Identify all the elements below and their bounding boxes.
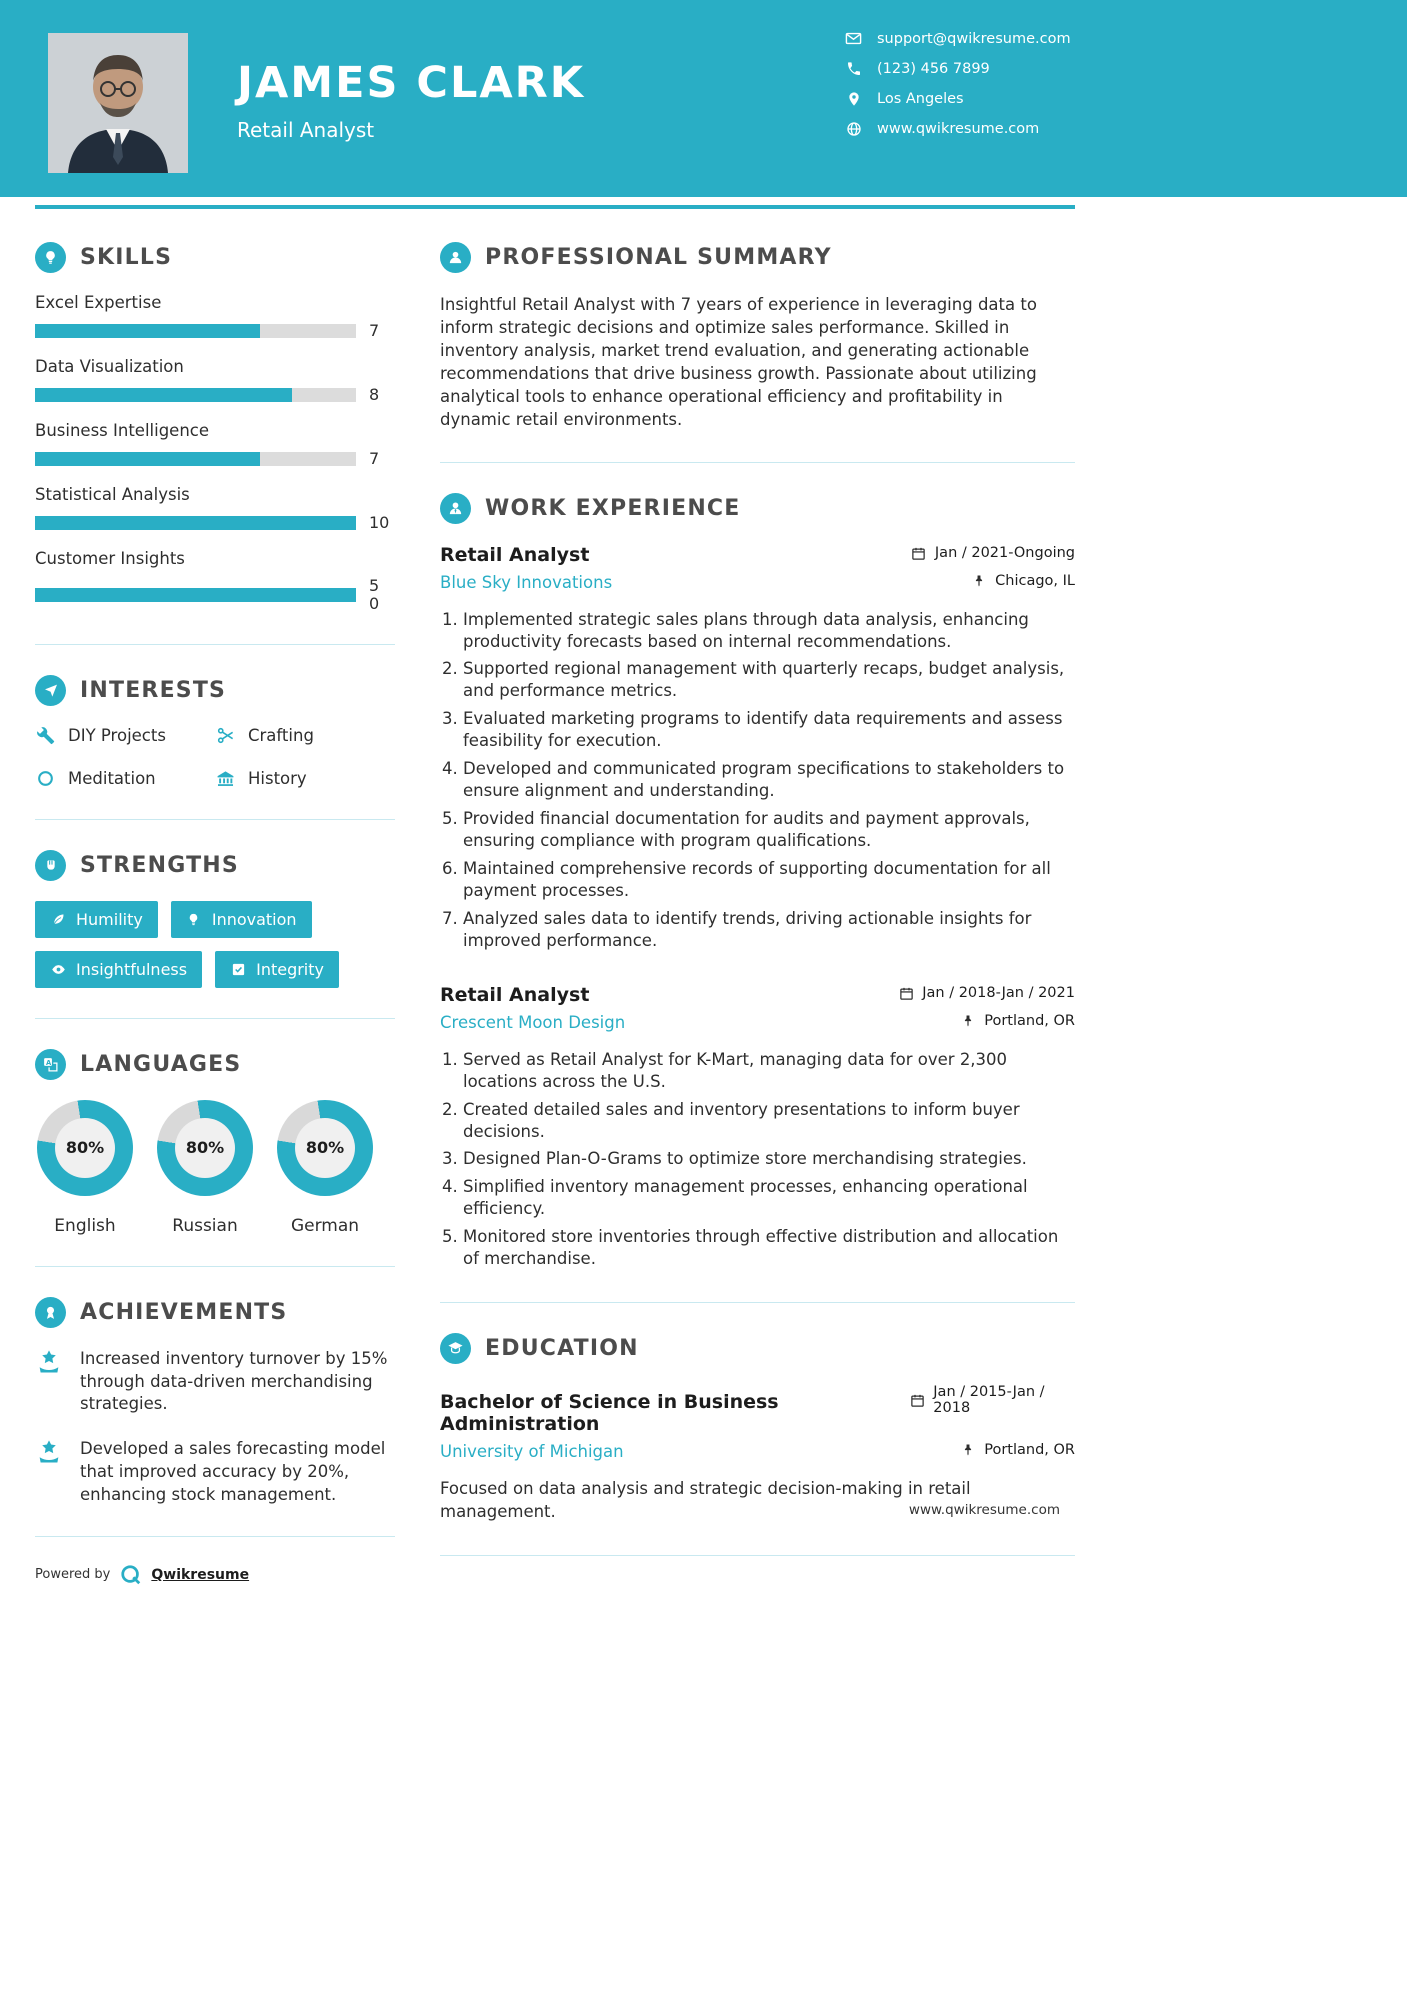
section-divider	[35, 1266, 395, 1267]
section-divider	[35, 1536, 395, 1537]
achievements-heading: ACHIEVEMENTS	[80, 1299, 288, 1325]
person-icon	[440, 242, 471, 273]
language-label: Russian	[172, 1215, 238, 1236]
skill-label: Business Intelligence	[35, 421, 210, 440]
job-bullet: 5. Monitored store inventories through effective distribution and allocation of merchandise.	[463, 1226, 1075, 1270]
pushpin-icon	[960, 1442, 976, 1458]
contact-phone[interactable]	[845, 60, 1071, 77]
education-note: Focused on data analysis and strategic decision-making in retail management.	[440, 1478, 971, 1521]
bulb-icon	[35, 242, 66, 273]
medal-icon	[35, 1297, 66, 1328]
job-title: Retail Analyst	[440, 543, 590, 566]
company-name: Blue Sky Innovations	[440, 572, 613, 592]
education-section	[440, 1333, 1075, 1523]
contact-website-text: www.qwikresume.com	[877, 120, 1040, 137]
job-entry	[440, 984, 1075, 1270]
company-name: Crescent Moon Design	[440, 1012, 626, 1032]
leaf-icon	[50, 911, 66, 927]
interest-label: Meditation	[68, 769, 156, 789]
strength-label: Humility	[76, 909, 143, 929]
calendar-icon	[898, 985, 914, 1001]
contact-email-text: support@qwikresume.com	[877, 30, 1071, 47]
contact-email[interactable]	[845, 30, 1071, 47]
strengths-section	[35, 850, 395, 988]
calendar-icon	[911, 545, 927, 561]
job-dates: Jan / 2018-Jan / 2021	[898, 985, 1075, 1001]
section-divider	[440, 1555, 1075, 1556]
scissors-icon	[215, 726, 235, 746]
interest-item	[215, 769, 395, 789]
languages-heading: LANGUAGES	[80, 1051, 242, 1077]
qwikresume-logo-icon	[119, 1563, 142, 1586]
achievement-item	[35, 1348, 395, 1416]
school-name: University of Michigan	[440, 1441, 624, 1461]
language-donut	[157, 1100, 253, 1196]
language-item	[37, 1100, 133, 1236]
job-dates: Jan / 2021-Ongoing	[911, 545, 1075, 561]
strength-chip	[171, 901, 312, 938]
job-location: Chicago, IL	[971, 573, 1075, 589]
section-divider	[440, 1302, 1075, 1303]
skill-bar	[35, 324, 356, 338]
museum-icon	[215, 769, 235, 789]
skill-item	[35, 357, 395, 404]
footer-site-url[interactable]: www.qwikresume.com	[908, 1502, 1060, 1518]
strength-chip	[215, 951, 339, 988]
interest-label: Crafting	[248, 726, 314, 746]
skill-value: 10	[369, 513, 390, 532]
content	[0, 197, 1407, 1586]
skill-value: 7	[369, 449, 380, 468]
strengths-heading: STRENGTHS	[80, 852, 239, 878]
achievements-section	[35, 1297, 395, 1507]
interest-label: DIY Projects	[68, 726, 166, 746]
skill-label: Data Visualization	[35, 357, 184, 376]
skill-item	[35, 293, 395, 340]
interest-label: History	[248, 769, 307, 789]
language-label: German	[290, 1215, 360, 1236]
sidebar	[35, 242, 395, 1586]
job-bullet: 3. Designed Plan-O-Grams to optimize store merchandising strategies.	[463, 1148, 1075, 1170]
profile-photo	[48, 33, 188, 173]
skill-label: Statistical Analysis	[35, 485, 190, 504]
bulb-icon	[186, 911, 202, 927]
paper-plane-icon	[35, 675, 66, 706]
star-hand-icon	[35, 1348, 65, 1378]
strength-label: Insightfulness	[76, 959, 188, 979]
experience-heading: WORK EXPERIENCE	[485, 495, 741, 521]
skill-label: Excel Expertise	[35, 293, 162, 312]
wrench-icon	[35, 726, 55, 746]
skills-heading: SKILLS	[80, 245, 173, 270]
skill-item	[35, 485, 395, 532]
skill-item	[35, 549, 395, 614]
job-bullets	[440, 609, 1075, 952]
skill-value: 5 0	[369, 576, 380, 614]
language-label: English	[54, 1215, 116, 1236]
mail-icon	[845, 30, 862, 47]
achievement-item	[35, 1438, 395, 1506]
contact-location-text: Los Angeles	[877, 90, 964, 107]
graduation-cap-icon	[440, 1333, 471, 1364]
ring-icon	[35, 769, 55, 789]
contact-location[interactable]	[845, 90, 1071, 107]
pushpin-icon	[960, 1013, 976, 1029]
skills-section	[35, 242, 395, 614]
job-bullet: 1. Implemented strategic sales plans through data analysis, enhancing productivity forecasts based on internal recommendations.	[463, 609, 1075, 653]
section-divider	[35, 644, 395, 645]
section-divider	[35, 1018, 395, 1019]
education-dates: Jan / 2015-Jan / 2018	[910, 1384, 1075, 1416]
job-bullet: 3. Evaluated marketing programs to identify data requirements and assess feasibility for execution.	[463, 708, 1075, 752]
header-divider	[35, 205, 1075, 209]
candidate-name: JAMES CLARK	[237, 58, 586, 108]
job-bullet: 5. Provided financial documentation for audits and payment approvals, ensuring compliance with program qualifications.	[463, 808, 1075, 852]
achievement-text: Developed a sales forecasting model that improved accuracy by 20%, enhancing stock management.	[80, 1439, 386, 1504]
language-percent: 80%	[305, 1138, 345, 1158]
language-donut	[37, 1100, 133, 1196]
skill-bar	[35, 452, 356, 466]
language-donut	[277, 1100, 373, 1196]
person-tie-icon	[440, 493, 471, 524]
job-title: Retail Analyst	[440, 983, 590, 1006]
fist-icon	[35, 850, 66, 881]
skill-item	[35, 421, 395, 468]
achievement-text: Increased inventory turnover by 15% through data-driven merchandising strategies.	[80, 1348, 388, 1414]
job-bullet: 4. Developed and communicated program specifications to stakeholders to ensure alignment and understanding.	[463, 758, 1075, 802]
language-item	[277, 1100, 373, 1236]
strength-chip	[35, 951, 202, 988]
summary-text: Insightful Retail Analyst with 7 years of experience in leveraging data to inform strategic decisions and optimize sales performance. Skilled in inventory analysis, market trend evaluation, and generating actionable recommendations that drive business growth. Passionate about utilizing analytical tools to enhance operational efficiency and profitability in dynamic retail environments.	[440, 295, 1037, 430]
job-bullet: 1. Served as Retail Analyst for K-Mart, managing data for over 2,300 locations across the U.S.	[463, 1049, 1075, 1093]
job-bullet: 2. Supported regional management with quarterly recaps, budget analysis, and performance metrics.	[463, 658, 1075, 702]
skill-bar	[35, 516, 356, 530]
languages-section	[35, 1049, 395, 1236]
language-percent: 80%	[185, 1138, 225, 1158]
strength-label: Integrity	[256, 959, 324, 979]
contact-website[interactable]	[845, 120, 1071, 137]
strength-chip	[35, 901, 158, 938]
powered-by	[35, 1563, 395, 1586]
education-location: Portland, OR	[960, 1442, 1075, 1458]
section-divider	[35, 819, 395, 820]
contact-list	[845, 30, 1071, 150]
language-percent: 80%	[65, 1138, 105, 1158]
skill-value: 8	[369, 385, 380, 404]
job-bullet: 6. Maintained comprehensive records of supporting documentation for all payment processes.	[463, 858, 1075, 902]
skill-value: 7	[369, 321, 380, 340]
check-square-icon	[230, 961, 246, 977]
eye-icon	[50, 961, 66, 977]
globe-icon	[845, 120, 862, 137]
education-heading: EDUCATION	[485, 1336, 639, 1362]
skill-bar	[35, 388, 356, 402]
section-divider	[440, 462, 1075, 463]
skill-bar	[35, 588, 356, 602]
job-entry	[440, 544, 1075, 952]
star-hand-icon	[35, 1438, 65, 1468]
interests-section	[35, 675, 395, 789]
svg-text:A: A	[45, 1058, 52, 1067]
job-bullets	[440, 1049, 1075, 1270]
strength-label: Innovation	[211, 909, 297, 929]
job-bullet: 2. Created detailed sales and inventory presentations to inform buyer decisions.	[463, 1099, 1075, 1143]
interest-item	[215, 726, 395, 746]
qwikresume-link[interactable]: Qwikresume	[151, 1566, 250, 1583]
main-column	[440, 242, 1075, 1586]
job-bullet: 7. Analyzed sales data to identify trends, driving actionable insights for improved performance.	[463, 908, 1075, 952]
interest-item	[35, 769, 215, 789]
header	[0, 0, 1407, 197]
interests-heading: INTERESTS	[80, 677, 227, 703]
interest-item	[35, 726, 215, 746]
language-item	[157, 1100, 253, 1236]
pin-icon	[845, 90, 862, 107]
translate-icon	[35, 1049, 66, 1080]
candidate-title: Retail Analyst	[237, 118, 375, 142]
skill-label: Customer Insights	[35, 549, 185, 568]
phone-icon	[845, 60, 862, 77]
degree-title: Bachelor of Science in Business Administration	[440, 1390, 779, 1435]
name-block	[237, 58, 585, 142]
calendar-icon	[910, 1392, 925, 1408]
summary-section	[440, 242, 1075, 432]
powered-by-label: Powered by	[35, 1567, 111, 1583]
summary-heading: PROFESSIONAL SUMMARY	[485, 245, 832, 270]
pushpin-icon	[971, 573, 987, 589]
contact-phone-text: (123) 456 7899	[877, 60, 990, 77]
job-bullet: 4. Simplified inventory management processes, enhancing operational efficiency.	[463, 1176, 1075, 1220]
experience-section	[440, 493, 1075, 1271]
job-location: Portland, OR	[960, 1013, 1075, 1029]
